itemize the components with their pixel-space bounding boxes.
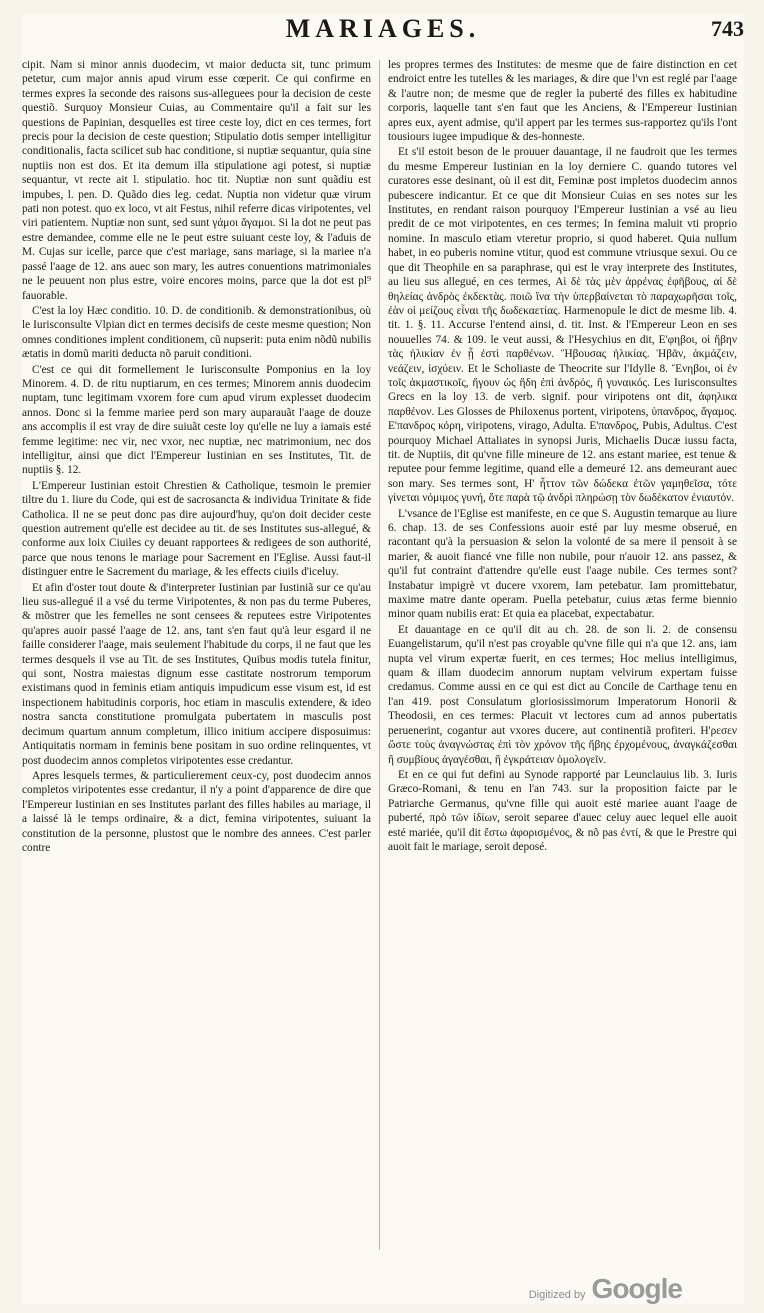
paragraph: cipit. Nam si minor annis duodecim, vt maior deducta sit, tunc primum petetur, cum major annis apud virum esse cœperit. Ce qui confirme en termes expres la seconde des raisons sus-alleguees pour la decision de ceste questiõ. Surquoy Monsieur Cuias, au Commentaire qu'il a fait sur les questions de Papinian, desquelles est tiree ceste loy, dict en ces termes, fort precis pour la decision de ceste question; Stipulatio dotis semper intelligitur conditionalis, facta scilicet sub hac conditione, si nuptiæ sequantur, quia sine nuptiis non est dos. Et ita demum illa stipulatione agi potest, si nuptiæ sequantur, vt recte ait l. stipulatio. hoc tit. Nuptiæ non sunt quãdiu est impubes, l. pen. D. Quãdo dies leg. cedat. Nuptia non videtur quæ virum pati non potest. quo ex loco, vt ait Festus, nihil referre dicas viripotentes, vel viri patientem. Nuptiæ non sunt, sed sunt γάμοι ἄγαμοι. Si la dot ne peut pas estre demandee, comme elle ne le peut estre suiuant ceste loy, & l'aduis de M. Cujas sur icelle, parce que c'est mariage, sans mariage, si la mariee n'a passé l'aage de 12. ans auec son mary, les autres conuentions matrimoniales ne le peuuent non plus estre, voire encores moins, parce que la dot est pl⁹ fauorable.: [22, 59, 371, 302]
book-page: [22, 14, 744, 1304]
google-logo: Google: [591, 1273, 682, 1304]
paragraph: L'Empereur Iustinian estoit Chrestien & Catholique, tesmoin le premier tiltre du 1. liure du Code, qui est de sacrosancta & individua Trinitate & fide Catholica. Il ne se peut donc pas dire aujourd'huy, qu'on doit decider ceste question autrement qu'elle est decidee au tit. de ses Institutes sus-allegué, & conforme aux loix Ciuiles cy deuant rapportees & redigees de son authorité, parce que nous tenons le mariage pour Sacrement en l'Eglise. Aussi faut-il distinguer entre le Sacrement du mariage, & les effects ciuils d'iceluy.: [22, 479, 371, 579]
digitization-watermark: [529, 1271, 682, 1305]
paragraph: Et dauantage en ce qu'il dit au ch. 28. de son li. 2. de consensu Euangelistarum, qu'il n'est pas croyable qu'vne fille qui n'a que 12. ans, iam nupta vel virum expertæ fuerit, en ces termes; Hoc melius intelligimus, quam & illam duodecim annorum nuptam velvirum expertam fuisse credamus. Comme aussi en ce qui est dict au Concile de Carthage tenu en l'an 419. post Consulatum gloriosissimorum Imperatorum Honorii & Theodosii, en ces termes: Placuit vt lectores cum ad annos pubertatis peruenerint, cogantur aut vxores ducere, aut continentiã profiteri. Η'ρεσεν ὥστε τοὺς ἀναγνώστας ἐπὶ τὸν χρόνον τῆς ἥβης ἐρχομένους, ἀναγκάζεσθαι ἢ συμβίους ἀγαγέσθαι, ἢ ἐγκράτειαν ὁμολογεῖν.: [388, 623, 737, 766]
digitized-by-label: Digitized by: [528, 1289, 586, 1301]
page-number: 743: [711, 16, 744, 41]
column-divider: [379, 60, 380, 1250]
paragraph: Et afin d'oster tout doute & d'interpreter Iustinian par Iustiniã sur ce qu'au lieu sus-allegué il a vsé du terme Viripotentes, & non pas du terme Puberes, & mõstrer que les femelles ne sont censees & reputees estre Viripotentes qu'apres auoir passé l'aage de 12. ans, tant s'en faut qu'à leur esgard il ne faille considerer l'aage, mais seulement l'habitude du corps, il ne faut que les termes desquels il vse au Tit. de ses Institutes, Quibus modis tutela finitur, qui sont, Nostra maiestas dignum esse castitate nostrorum temporum existimans quod in feminis etiam antiquis impudicum esse visum est, id est inspectionem habitudinis corporis, hoc etiam in masculis extendere, & ideo nostra sancta constitutione promulgata pubertatem in masculis post decimum quartum annum completum, illico initium accipere disposuimus: Antiquitatis normam in feminis bene positam in suo ordine relinquentes, vt post duodecim annos completos viripotentes esse credantur.: [22, 581, 371, 767]
paragraph: Et en ce qui fut defini au Synode rapporté par Leunclauius lib. 3. Iuris Græco-Romani, & tenu en l'an 743. sur la proposition faicte par le Patriarche Germanus, qu'vne fille qui auoit esté mariee auant l'aage de puberté, πρὸ τῶν ἰδίων, seroit separee d'auec celuy auec lequel elle auoit esté mariée, qu'il dit ἔστω ἀφορισμένος, & nõ pas ἐντί, & que le Prestre qui auoit fait le mariage, seroit deposé.: [388, 768, 737, 853]
paragraph: C'est la loy Hæc conditio. 10. D. de conditionib. & demonstrationibus, où le Iurisconsulte Vlpian dict en termes decisifs de ceste mesme question; Non omnes conditiones implent conditionem, cũ nupserit: puta enim nõdũ nubilis ætatis in domũ mariti deducta nõ paruit conditioni.: [22, 304, 371, 361]
left-column: [22, 58, 371, 1254]
paragraph: C'est ce qui dit formellement le Iurisconsulte Pomponius en la loy Minorem. 4. D. de ritu nuptiarum, en ces termes; Minorem annis duodecim nuptam, tunc legitimam vxorem fore cum apud virum explesset duodecim annos. Donc si la femme mariee perd son mary auparauãt l'aage de douze ans accomplis il est vray de dire suiuãt ceste loy qu'elle ne luy a iamais esté femme legitime: nec vir, nec vxor, nec nuptiæ, nec matrimonium, nec dos intelligitur, ainsi que dict l'Empereur Iustinian en ses Institutes, Tit. de nuptiis §. 12.: [22, 363, 371, 477]
text-columns: [22, 58, 744, 1254]
paragraph: Et s'il estoit beson de le prouuer dauantage, il ne faudroit que les termes du mesme Empereur Iustinian en la loy derniere C. quando tutores vel curatores esse desinant, où il est dit, Feminæ post impletos duodecim annos pubescere indicantur. Et ce que dit Monsieur Cuias en ses notes sur les Institutes, en rendant raison pourquoy l'Empereur Iustinian a vsé au lieu predit de ce mot viripotentes, en ces termes; In femina maluit vti proprio nomine. In masculo etiam vteretur proprio, si quod haberet. Quia nullum habet, in eo puberis nomine vtitur, quod est commune vtriusque sexui. Ou ce que dit Theophile en sa paraphrase, qui est le vray interprete des Institutes, au lieu sus allegué, en ces termes, Αἱ δὲ τὰς μὲν ἀρρένας ἐφῆβους, αἱ δὲ θηλείας ἀνδρὸς ἐκδεκτὰς. ποιῶ ἵνα τὴν ὑπερβαίνεται τὸ παραχωρῆσαι τοῖς, ἐὰν οἱ μείζους εἶναι τῆς δωδεκαετίας. Harmenopule le dict de mesme lib. 4. tit. 1. §. 11. Accurse l'entend ainsi, d. tit. Inst. & l'Empereur Leon en ses nouuelles 74. & 109. le veut aussi, & l'Hesychius en dit, Ε'φηβοι, οἱ ἤβην τὰς ἠλικίαν ἐν ᾗ ἐστὶ παρθένων. Ἥβουσας ἡλικίας. Ἡβᾶν, ἀκμάζειν, νεάζειν, ἰσχύειν. Et le Scholiaste de Theocrite sur l'Idylle 8. Ἔνηβοι, οἱ ἐν τοῖς ἀκμαστικοῖς, ἤγουν ὡς ἤδη ἐπὶ ἀνδρός, ἢ γυναικός. Les Iurisconsultes Grecs en la loy 13. de verb. signif. pour viripotens ont dit, ἀφηλικα παρθένον. Les Glosses de Philoxenus portent, viripotens, ὑπανδρος, ἄγαμος. Ε'πανδρος κόρη, viripotens, virago, Adulta. Ε'πανδρος, Pubis, Adultus. C'est pourquoy Michael Attaliates in synopsi Juris, Michaelis Ducæ iussu facta, tit. de Nuptiis, dit qu'vne fille mineure de 12. ans estant mariee, est tenue & reputee pour femme legitime, quand elle a demeuré 12. ans demeurant auec son mary. Ses termes sont, Η' ἦττον τῶν δώδεκα ἐτῶν γαμηθεῖσα, τότε γίνεται νόμιμος γυνή, ὅτε παρὰ τῷ ἀνδρὶ πληρώσῃ τὸν δωδέκατον ἐνιαυτόν.: [388, 146, 737, 505]
running-title: MARIAGES.: [285, 14, 481, 43]
paragraph: L'vsance de l'Eglise est manifeste, en ce que S. Augustin temarque au liure 6. chap. 13. de ses Confessions auoir esté par luy mesme obserué, en racontant qu'à la persuasion & selon la volonté de sa mere il pensoit à se marier, & auoit fiancé vne fille non nubile, pour n'auoir 12. ans passez, & qu'il fut contraint d'attendre qu'elle eust l'aage nubile. Ces termes sont? Instabatur impigrè vt ducere vxorem, Iam petebatur. Iam promittebatur, maxime matre dante operam. Puella petebatur, cuius ætas ferme biennio minor quam nubilis erat: Et quia ea placebat, expectabatur.: [388, 507, 737, 621]
paragraph: les propres termes des Institutes: de mesme que de faire distinction en cet endroict entre les tutelles & les mariages, & dire que l'vn est reglé par l'aage & l'autre non; de mesme que de regler la puberté des filles ex habitudine corporis, laquelle tant s'en faut que les Anciens, & l'Empereur Iustinian apres eux, ayent admise, qu'il appert par les termes sus-rapportez qu'ils l'ont tousiours iugee impudique & des-honneste.: [388, 59, 737, 144]
right-column: [388, 58, 737, 1254]
page-header: [22, 14, 744, 54]
paragraph: Apres lesquels termes, & particulierement ceux-cy, post duodecim annos completos viripotentes esse credantur, il n'y a point d'apparence de dire que l'Empereur Iustinian en ses Institutes parlant des filles habiles au mariage, il a laissé là le temps ordinaire, & a dict, femina viripotentes, suiuant la constitution de la personne, plustost que le nombre des annees. C'est parler contre: [22, 769, 371, 854]
